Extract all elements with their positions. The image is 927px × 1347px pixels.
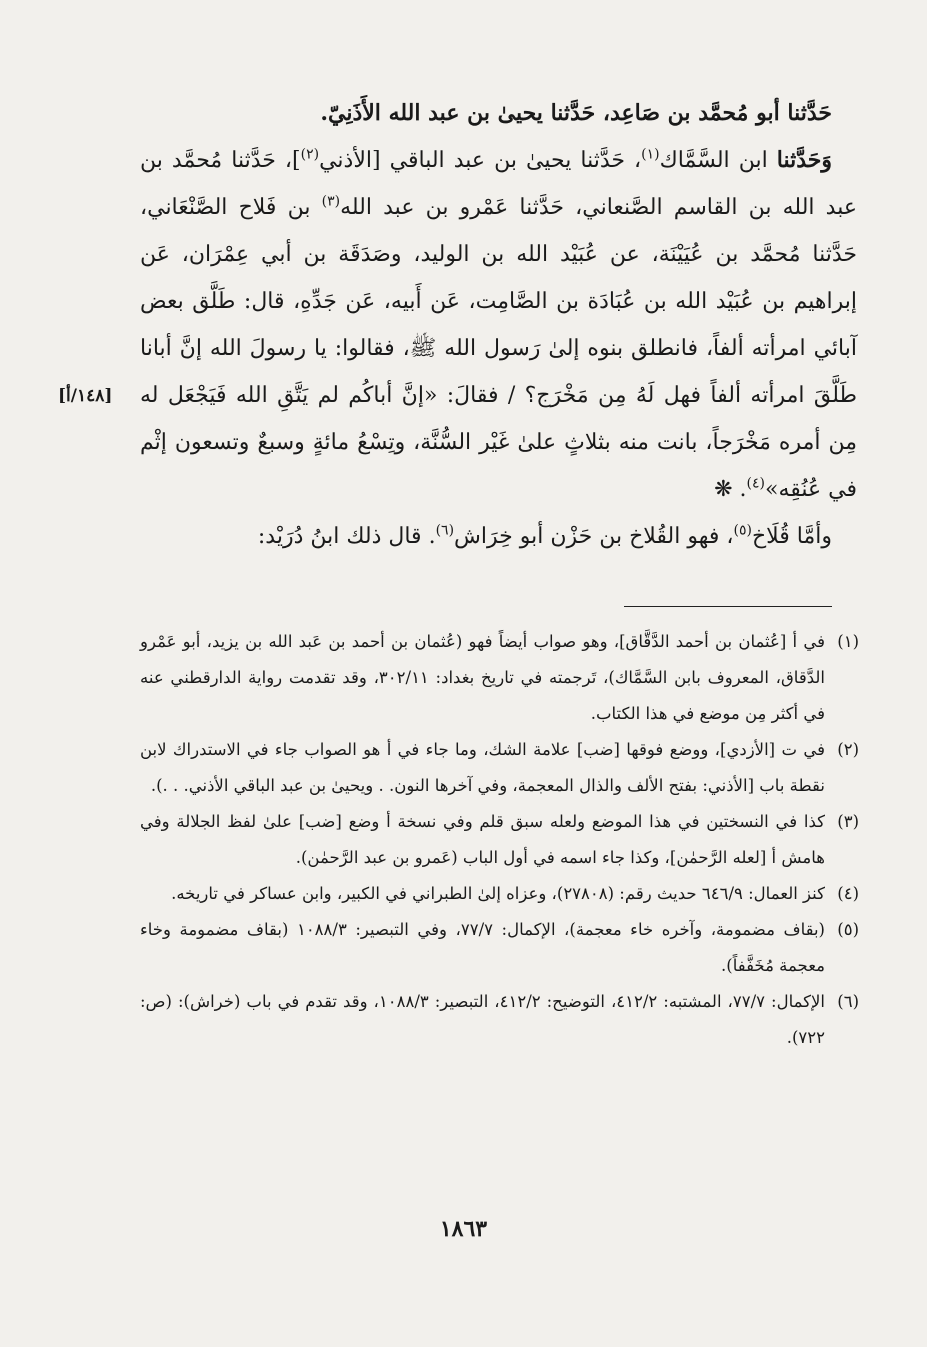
footnote-3	[140, 804, 859, 876]
footnote-text: في ت [الأزدي]، ووضع فوقها [ضب] علامة الشك، وما جاء في أ هو الصواب جاء في الاستدراك لابن نقطة باب [الأذني: بفتح الألف والذال المعجمة، وفي آخرها النون. . ويحيىٰ بن عبد الباقي الأذني. . .).	[140, 740, 825, 795]
footnote-ref-6[interactable]: (٦)	[435, 522, 455, 539]
opening-isnad: حَدَّثنا أبو مُحمَّد بن صَاعِد، حَدَّثنا يحيىٰ بن عبد الله الأَذَنِيّ.	[320, 100, 832, 126]
footnote-1	[140, 624, 859, 732]
footnote-5	[140, 912, 859, 984]
text-run: ، حَدَّثنا يحيىٰ بن عبد الباقي [الأذني	[319, 148, 642, 173]
footnote-separator	[624, 606, 832, 607]
footnote-number: (٤)	[837, 884, 859, 903]
footnote-text: كذا في النسختين في هذا الموضع ولعله سبق قلم وفي نسخة أ وضع [ضب] علىٰ لفظ الجلالة وفي هامش أ [لعله الرَّحمٰن]، وكذا جاء اسمه في أول الباب (عَمرو بن عبد الرَّحمٰن).	[140, 812, 825, 867]
text-run: ، فهو القُلاخ بن حَزْن أبو خِرَاش	[454, 524, 734, 549]
closing-paragraph	[140, 513, 857, 560]
footnote-6	[140, 984, 859, 1056]
text-run: . ❋	[714, 477, 747, 502]
manuscript-folio-ref: [١٤٨/أ]	[58, 386, 113, 406]
text-run: وأمَّا قُلَاخ	[751, 524, 832, 549]
footnote-ref-3[interactable]: (٣)	[321, 193, 341, 210]
footnote-number: (٥)	[837, 920, 859, 939]
footnotes	[140, 624, 859, 1056]
footnote-4	[140, 876, 859, 912]
hadith-paragraph	[140, 137, 857, 513]
page-number: ١٨٦٣	[439, 1216, 488, 1242]
text-run: . قال ذلك ابنُ دُرَيْد:	[257, 524, 436, 549]
footnote-ref-1[interactable]: (١)	[641, 146, 660, 163]
footnote-ref-4[interactable]: (٤)	[746, 475, 765, 492]
footnote-2	[140, 732, 859, 804]
footnote-number: (٢)	[837, 740, 859, 759]
text-run: ]، حَدَّثنا مُحمَّد بن عبد الله بن القاسم الصَّنعاني، حَدَّثنا عَمْرو بن عبد الله	[140, 148, 857, 220]
footnote-ref-2[interactable]: (٢)	[300, 146, 320, 163]
footnote-text: كنز العمال: ٦٤٦/٩ حديث رقم: (٢٧٨٠٨)، وعزاه إلىٰ الطبراني في الكبير، وابن عساكر في تاريخه.	[171, 884, 825, 903]
footnote-text: (بقاف مضمومة، وآخره خاء معجمة)، الإكمال: ٧٧/٧، وفي التبصير: ١٠٨٨/٣ (بقاف مضمومة وخاء معجمة مُخَفَّفاً).	[140, 920, 825, 975]
main-text	[140, 90, 857, 560]
footnote-text: في أ [عُثمان بن أحمد الدَّقَّاق]، وهو صواب أيضاً فهو (عُثمان بن أحمد بن عَبد الله بن يزيد، أبو عَمْرو الدَّقاق، المعروف بابن السَّمَّاك)، تَرجمته في تاريخ بغداد: ٣٠٢/١١، وقد تقدمت رواية الدارقطني عنه في أكثر مِن موضع في هذا الكتاب.	[140, 632, 825, 723]
text-run: ابن السَّمَّاك	[659, 148, 777, 173]
text-run: بن فَلاح الصَّنْعَاني، حَدَّثنا مُحمَّد بن عُيَيْنَة، عن عُبَيْد الله بن الوليد، وصَدَقَة بن أبي عِمْرَان، عَن إبراهيم بن عُبَيْد الله بن عُبَادَة بن الصَّامِت، عَن أَبيه، عَن جَدِّهِ، قال: طَلَّق بعض آبائي امرأته ألفاً، فانطلق بنوه إلىٰ رَسول الله ﷺ، فقالوا: يا رسولَ الله إنَّ أبانا طَلَّقَ امرأته ألفاً فهل لَهُ مِن مَخْرَج؟ / فقالَ: «إنَّ أباكُم لم يَتَّقِ الله فَيَجْعَل له مِن أمره مَخْرَجاً، بانت منه بثلاثٍ علىٰ غَيْر السُّنَّة، وتِسْعُ مائةٍ وسبعٌ وتسعون إثْم في عُنُقِه»	[140, 195, 857, 502]
footnote-ref-5[interactable]: (٥)	[733, 522, 752, 539]
narration-head: وَحَدَّثنا	[776, 147, 832, 173]
footnote-number: (١)	[837, 632, 859, 651]
footnote-number: (٣)	[837, 812, 859, 831]
footnote-text: الإكمال: ٧٧/٧، المشتبه: ٤١٢/٢، التوضيح: ٤١٢/٢، التبصير: ١٠٨٨/٣، وقد تقدم في باب (خراش): (ص: ٧٢٢).	[140, 992, 825, 1047]
footnote-number: (٦)	[837, 992, 859, 1011]
